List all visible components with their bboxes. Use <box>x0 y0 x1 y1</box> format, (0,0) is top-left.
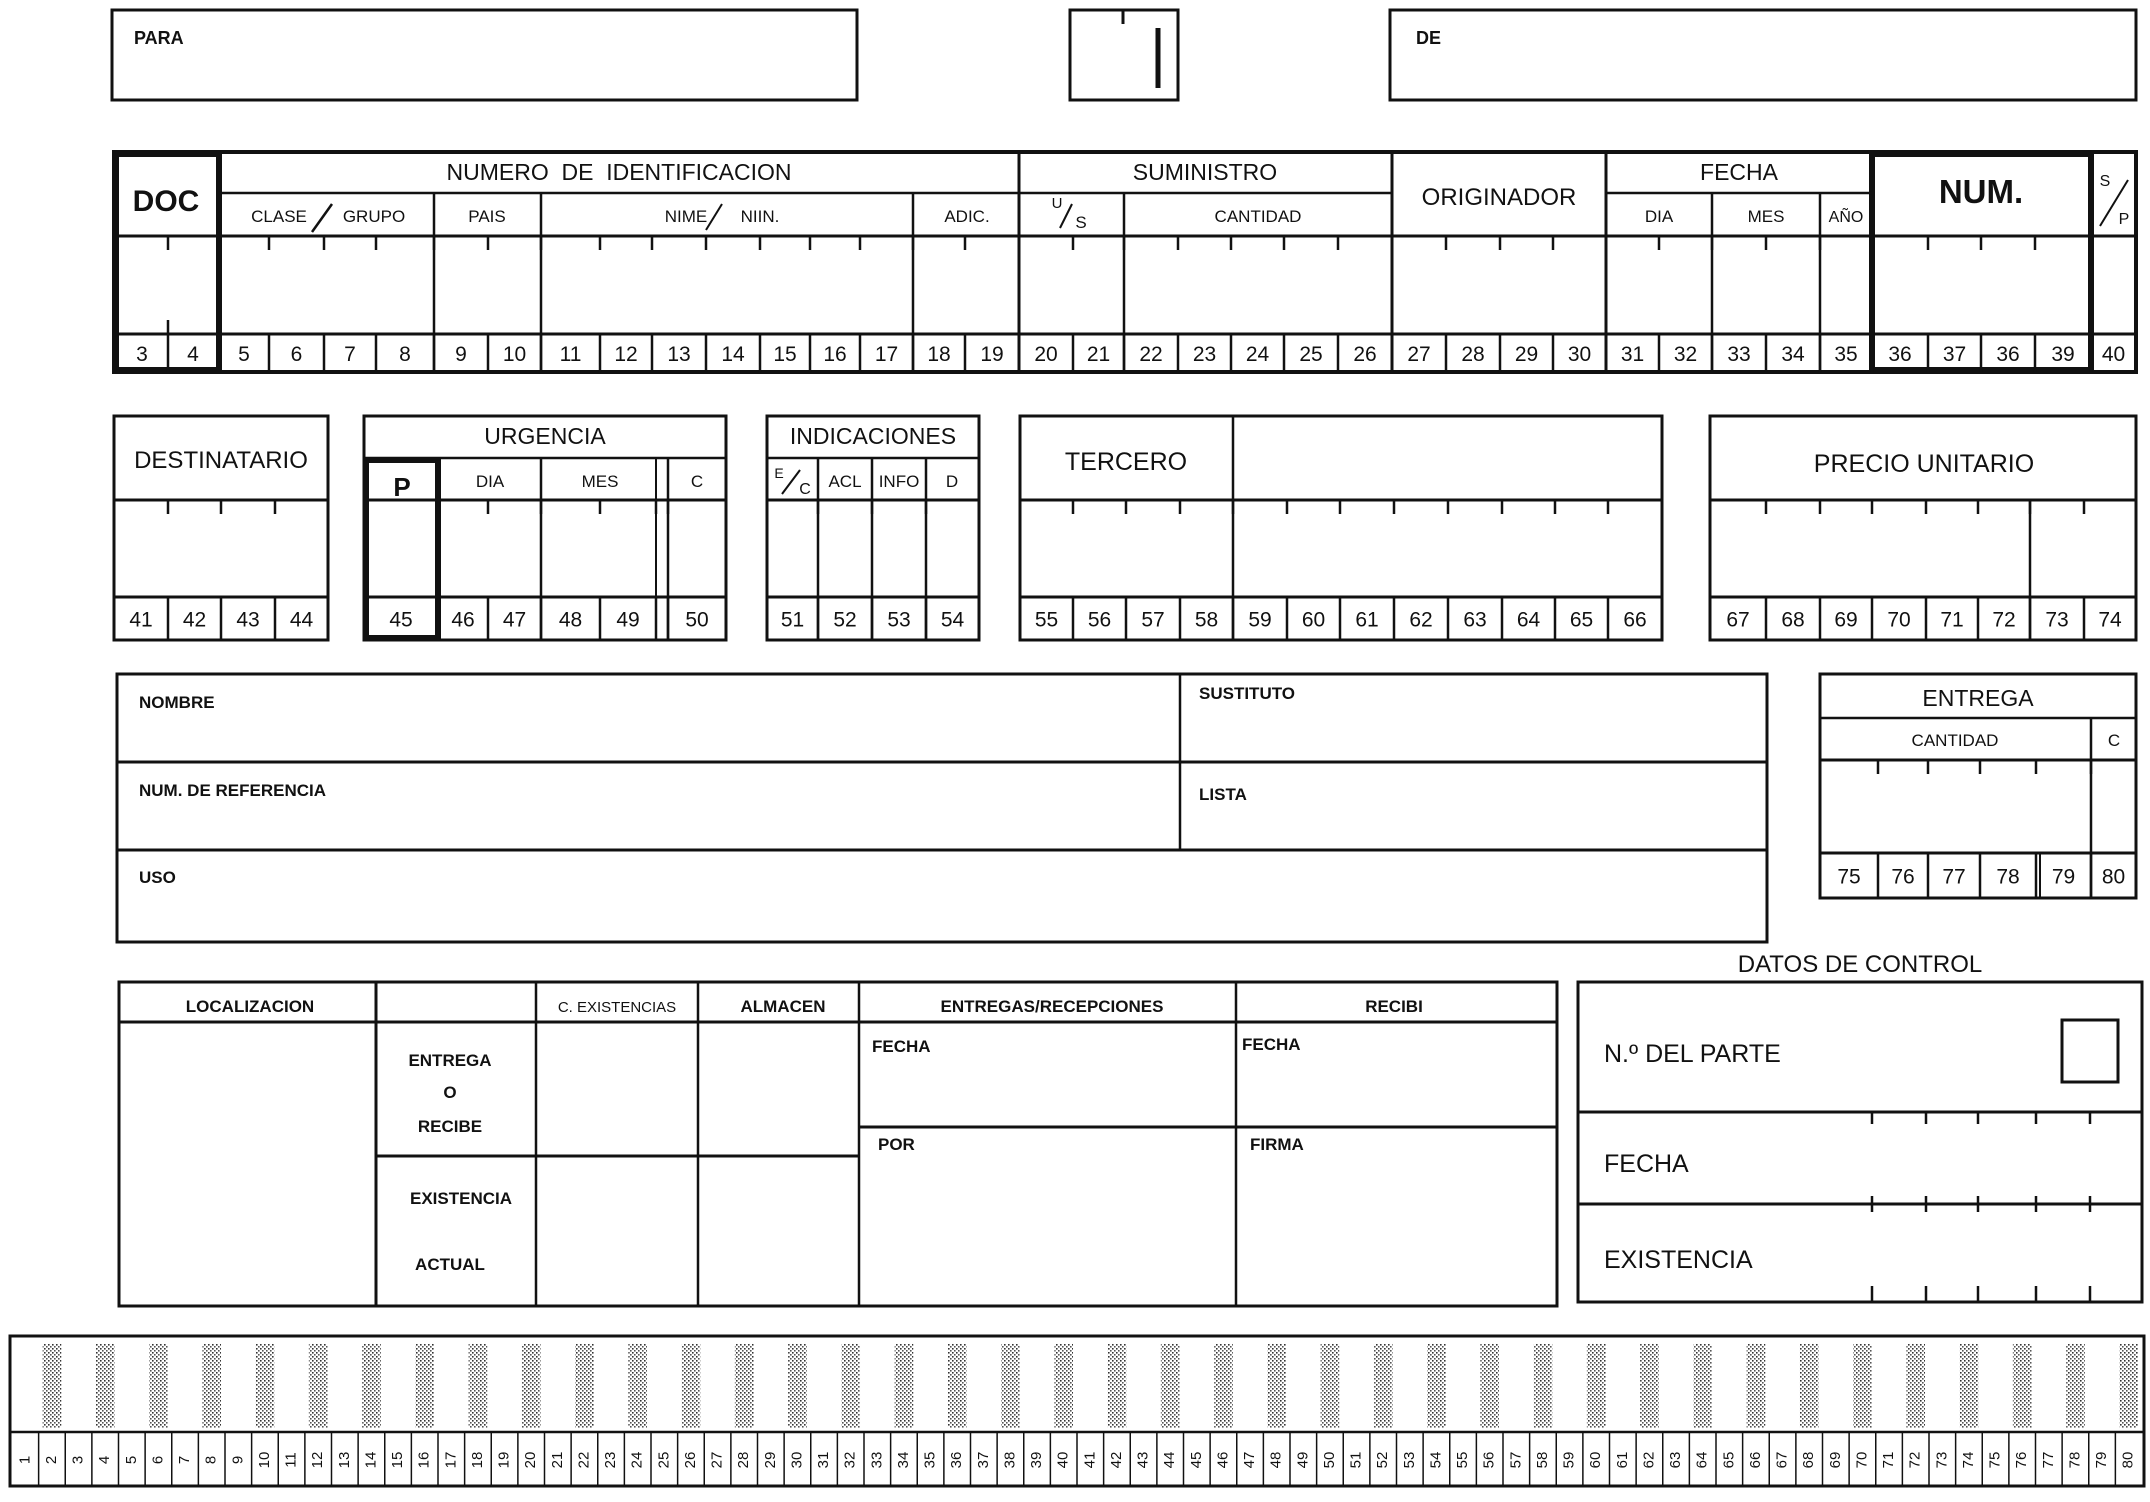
column-number: 5 <box>238 343 250 366</box>
para-label: PARA <box>134 28 184 48</box>
card-strip-columns <box>16 1344 2138 1486</box>
control-fecha-label: FECHA <box>1604 1150 1689 1178</box>
sp-p-label: P <box>2118 211 2130 228</box>
us-u-label: U <box>1051 195 1063 212</box>
column-number: 32 <box>1673 343 1698 366</box>
localizacion-label: LOCALIZACION <box>185 997 315 1016</box>
column-number: 54 <box>940 608 965 632</box>
entrega-o-recibe-recibe: RECIBE <box>417 1117 483 1136</box>
strip-column-number: 73 <box>1933 1451 1951 1469</box>
column-number: 31 <box>1620 343 1645 366</box>
column-number: 4 <box>187 343 199 366</box>
lista-field[interactable] <box>1183 765 1764 848</box>
strip-column-number: 52 <box>1374 1451 1392 1469</box>
niin-label: NIIN. <box>740 207 780 226</box>
firma-label: FIRMA <box>1250 1135 1304 1154</box>
column-number: 29 <box>1514 343 1539 366</box>
column-number: 73 <box>2045 608 2069 632</box>
column-number: 9 <box>455 343 467 366</box>
punch-band <box>1374 1344 1393 1428</box>
punch-band <box>628 1344 647 1428</box>
column-number: 63 <box>1463 608 1487 632</box>
sp-s-label: S <box>2099 173 2111 190</box>
entrega-o-recibe-o: O <box>443 1083 457 1102</box>
column-number: 58 <box>1194 608 1219 632</box>
punch-band <box>309 1344 328 1428</box>
indicaciones-info-label: INFO <box>878 472 920 491</box>
strip-column-number: 57 <box>1507 1451 1525 1469</box>
strip-column-number: 41 <box>1081 1451 1099 1469</box>
column-number: 49 <box>616 608 640 632</box>
originador-label: ORIGINADOR <box>1421 184 1577 211</box>
column-number: 35 <box>1834 343 1858 366</box>
row2-columns <box>129 500 2122 640</box>
column-number: 19 <box>980 343 1004 366</box>
punch-band <box>1321 1344 1340 1428</box>
strip-column-number: 5 <box>122 1455 140 1465</box>
column-number: 14 <box>721 343 745 366</box>
existencia-actual-actual: ACTUAL <box>415 1255 485 1274</box>
strip-column-number: 51 <box>1347 1451 1365 1469</box>
column-number: 46 <box>451 608 475 632</box>
column-number: 74 <box>2098 608 2122 632</box>
strip-column-number: 22 <box>575 1451 593 1469</box>
strip-column-number: 37 <box>974 1451 992 1469</box>
column-number: 36 <box>1888 343 1912 366</box>
column-number: 10 <box>502 343 527 366</box>
punch-band <box>1054 1344 1073 1428</box>
strip-column-number: 10 <box>255 1451 273 1469</box>
por-label: POR <box>878 1135 915 1154</box>
column-number: 21 <box>1086 343 1111 366</box>
column-number: 77 <box>1942 865 1966 889</box>
column-number: 47 <box>502 608 527 632</box>
localizacion-block <box>119 982 1557 1306</box>
cantidad-label: CANTIDAD <box>1214 207 1302 226</box>
de-label: DE <box>1416 28 1442 48</box>
strip-column-number: 16 <box>415 1451 433 1469</box>
column-number: 64 <box>1516 608 1541 632</box>
column-number: 24 <box>1245 343 1270 366</box>
strip-column-number: 20 <box>522 1451 540 1469</box>
column-number: 28 <box>1461 343 1485 366</box>
num-label: NUM. <box>1938 173 2024 210</box>
urgencia-mes-label: MES <box>581 472 619 491</box>
strip-column-number: 63 <box>1667 1451 1685 1469</box>
almacen-label: ALMACEN <box>740 997 826 1016</box>
tercero-label: TERCERO <box>1064 448 1188 476</box>
strip-column-number: 11 <box>282 1452 300 1468</box>
column-number: 36 <box>1996 343 2020 366</box>
n-parte-label: N.º DEL PARTE <box>1604 1040 1781 1068</box>
column-number: 6 <box>290 343 303 366</box>
strip-column-number: 53 <box>1400 1451 1418 1469</box>
punch-band <box>1480 1344 1499 1428</box>
strip-column-number: 34 <box>894 1451 912 1469</box>
punch-band <box>1267 1344 1286 1428</box>
punch-band <box>735 1344 754 1428</box>
strip-column-number: 19 <box>495 1451 513 1469</box>
strip-column-number: 28 <box>735 1451 753 1469</box>
pais-label: PAIS <box>468 207 506 226</box>
column-number: 13 <box>667 343 691 366</box>
punch-band <box>2119 1344 2138 1428</box>
punch-band <box>1214 1344 1233 1428</box>
recibi-label: RECIBI <box>1365 997 1423 1016</box>
strip-column-number: 18 <box>468 1451 486 1469</box>
strip-column-number: 47 <box>1241 1451 1259 1469</box>
strip-column-number: 32 <box>841 1451 859 1469</box>
strip-column-number: 59 <box>1560 1451 1578 1469</box>
dia-label: DIA <box>1644 207 1674 226</box>
punch-band <box>202 1344 221 1428</box>
strip-column-number: 74 <box>1959 1451 1977 1469</box>
column-number: 48 <box>558 608 583 632</box>
strip-column-number: 4 <box>96 1455 114 1465</box>
punch-band <box>362 1344 381 1428</box>
strip-column-number: 29 <box>761 1451 779 1469</box>
strip-column-number: 77 <box>2039 1451 2057 1469</box>
punch-band <box>522 1344 541 1428</box>
punch-band <box>415 1344 434 1428</box>
punch-band <box>1693 1344 1712 1428</box>
strip-column-number: 31 <box>815 1451 833 1469</box>
punch-band <box>2013 1344 2032 1428</box>
doc-label: DOC <box>132 185 200 218</box>
num-referencia-label: NUM. DE REFERENCIA <box>139 781 327 800</box>
strip-column-number: 44 <box>1161 1451 1179 1469</box>
punch-band <box>1161 1344 1180 1428</box>
strip-column-number: 56 <box>1480 1451 1498 1469</box>
strip-column-number: 25 <box>655 1451 673 1469</box>
punch-band <box>2066 1344 2085 1428</box>
punch-band <box>841 1344 860 1428</box>
indicaciones-label: INDICACIONES <box>789 423 957 449</box>
strip-column-number: 66 <box>1746 1451 1764 1469</box>
column-number: 53 <box>887 608 911 632</box>
strip-column-number: 46 <box>1214 1451 1232 1469</box>
sustituto-label: SUSTITUTO <box>1199 684 1296 703</box>
column-number: 62 <box>1409 608 1433 632</box>
column-number: 20 <box>1034 343 1058 366</box>
punch-band <box>1108 1344 1127 1428</box>
strip-column-number: 33 <box>868 1451 886 1469</box>
strip-column-number: 70 <box>1853 1451 1871 1469</box>
column-number: 30 <box>1567 343 1592 366</box>
column-number: 40 <box>2101 343 2126 366</box>
lista-label: LISTA <box>1199 785 1247 804</box>
punch-band <box>1587 1344 1606 1428</box>
strip-column-number: 14 <box>362 1451 380 1469</box>
control-tick-marks <box>1872 1112 2090 1302</box>
strip-column-number: 72 <box>1906 1451 1924 1469</box>
strip-column-number: 38 <box>1001 1451 1019 1469</box>
strip-column-number: 61 <box>1613 1451 1631 1469</box>
punch-band <box>149 1344 168 1428</box>
strip-column-number: 8 <box>202 1455 220 1465</box>
column-number: 25 <box>1299 343 1323 366</box>
column-number: 67 <box>1726 608 1750 632</box>
strip-column-number: 27 <box>708 1451 726 1469</box>
indicaciones-c-label: C <box>799 481 811 498</box>
entrega-c-label: C <box>2107 731 2121 750</box>
column-number: 45 <box>389 608 413 632</box>
column-number: 57 <box>1141 608 1165 632</box>
column-number: 59 <box>1248 608 1272 632</box>
column-number: 26 <box>1353 343 1377 366</box>
column-number: 79 <box>2051 865 2076 889</box>
grupo-label: GRUPO <box>342 207 406 226</box>
strip-column-number: 24 <box>628 1451 646 1469</box>
strip-column-number: 30 <box>788 1451 806 1469</box>
punch-band <box>1747 1344 1766 1428</box>
strip-column-number: 45 <box>1187 1451 1205 1469</box>
strip-column-number: 67 <box>1773 1451 1791 1469</box>
strip-column-number: 80 <box>2119 1451 2137 1469</box>
column-number: 16 <box>823 343 847 366</box>
strip-column-number: 79 <box>2093 1451 2111 1469</box>
column-number: 41 <box>129 608 153 632</box>
punch-band <box>1534 1344 1553 1428</box>
existencia-actual-existencia: EXISTENCIA <box>409 1189 513 1208</box>
suministro-label: SUMINISTRO <box>1132 159 1278 185</box>
identification-labels <box>133 159 2130 232</box>
punch-band <box>469 1344 488 1428</box>
punch-band <box>96 1344 115 1428</box>
punch-band <box>1853 1344 1872 1428</box>
fecha-label: FECHA <box>1700 159 1778 185</box>
strip-column-number: 15 <box>389 1451 407 1469</box>
column-number: 17 <box>874 343 899 366</box>
column-number: 66 <box>1623 608 1647 632</box>
entregas-fecha-label: FECHA <box>872 1037 931 1056</box>
punch-band <box>1960 1344 1979 1428</box>
indicaciones-e-label: E <box>774 465 784 481</box>
strip-column-number: 42 <box>1107 1451 1125 1469</box>
column-number: 42 <box>182 608 207 632</box>
entrega-label: ENTREGA <box>1922 685 2034 711</box>
destinatario-label: DESTINATARIO <box>134 447 308 474</box>
localizacion-labels <box>186 997 1423 1274</box>
column-number: 72 <box>1992 608 2016 632</box>
punch-band <box>788 1344 807 1428</box>
nombre-label: NOMBRE <box>139 693 215 712</box>
indicaciones-labels <box>774 423 958 498</box>
strip-column-number: 13 <box>335 1451 353 1469</box>
strip-column-number: 64 <box>1693 1451 1711 1469</box>
column-number: 18 <box>927 343 951 366</box>
entrega-o-recibe-entrega: ENTREGA <box>408 1051 492 1070</box>
precio-unitario-label: PRECIO UNITARIO <box>1813 450 2035 478</box>
punch-band <box>1427 1344 1446 1428</box>
strip-column-number: 17 <box>442 1451 460 1469</box>
column-number: 34 <box>1781 343 1805 366</box>
strip-column-number: 62 <box>1640 1451 1658 1469</box>
column-number: 15 <box>773 343 797 366</box>
column-number: 27 <box>1407 343 1431 366</box>
header <box>112 10 2136 100</box>
strip-column-number: 78 <box>2066 1451 2084 1469</box>
strip-column-number: 36 <box>948 1451 966 1469</box>
uso-field[interactable] <box>120 853 1764 939</box>
punch-band <box>43 1344 62 1428</box>
punch-band <box>682 1344 701 1428</box>
strip-column-number: 26 <box>681 1451 699 1469</box>
column-number: 68 <box>1781 608 1805 632</box>
recibi-fecha-label: FECHA <box>1242 1035 1301 1054</box>
strip-column-number: 55 <box>1454 1451 1472 1469</box>
strip-column-number: 50 <box>1320 1451 1338 1469</box>
strip-column-number: 2 <box>42 1455 60 1465</box>
punch-band <box>1906 1344 1925 1428</box>
column-number: 7 <box>344 343 356 366</box>
column-number: 56 <box>1087 608 1112 632</box>
de-field[interactable] <box>1390 10 2136 100</box>
column-number: 12 <box>614 343 638 366</box>
urgencia-dia-label: DIA <box>475 472 505 491</box>
punch-band <box>1640 1344 1659 1428</box>
column-number: 70 <box>1887 608 1911 632</box>
para-field[interactable] <box>112 10 857 100</box>
strip-column-number: 43 <box>1134 1451 1152 1469</box>
adic-label: ADIC. <box>944 207 990 226</box>
column-number: 11 <box>559 343 582 366</box>
column-number: 51 <box>780 608 805 632</box>
control-existencia-label: EXISTENCIA <box>1604 1246 1753 1274</box>
punch-band <box>895 1344 914 1428</box>
column-number: 71 <box>1940 608 1964 632</box>
strip-column-number: 48 <box>1267 1451 1285 1469</box>
column-number: 69 <box>1834 608 1858 632</box>
strip-column-number: 60 <box>1587 1451 1605 1469</box>
column-number: 39 <box>2051 343 2075 366</box>
strip-column-number: 76 <box>2013 1451 2031 1469</box>
urgencia-p-label: P <box>393 472 411 502</box>
column-number: 65 <box>1569 608 1594 632</box>
mes-label: MES <box>1747 207 1785 226</box>
uso-label: USO <box>139 868 176 887</box>
strip-column-number: 65 <box>1720 1451 1738 1469</box>
entrega-columns <box>1837 760 2125 898</box>
strip-column-number: 7 <box>176 1455 194 1465</box>
urgencia-label: URGENCIA <box>484 423 606 449</box>
punch-band <box>256 1344 275 1428</box>
strip-column-number: 35 <box>921 1451 939 1469</box>
column-number: 78 <box>1996 865 2020 889</box>
num-referencia-field[interactable] <box>120 765 1178 848</box>
strip-column-number: 1 <box>16 1455 34 1465</box>
column-number: 60 <box>1301 608 1326 632</box>
strip-column-number: 54 <box>1427 1451 1445 1469</box>
entrega-cantidad-label: CANTIDAD <box>1911 731 1999 750</box>
punch-band <box>1800 1344 1819 1428</box>
column-number: 76 <box>1891 865 1915 889</box>
column-number: 43 <box>236 608 260 632</box>
column-number: 37 <box>1942 343 1967 366</box>
strip-column-number: 23 <box>602 1451 620 1469</box>
n-parte-checkbox[interactable] <box>2062 1020 2118 1082</box>
column-number: 55 <box>1034 608 1059 632</box>
column-number: 3 <box>136 343 148 366</box>
strip-column-number: 9 <box>229 1455 247 1465</box>
punch-band <box>575 1344 594 1428</box>
punch-band <box>1001 1344 1020 1428</box>
strip-column-number: 71 <box>1880 1451 1898 1469</box>
strip-column-number: 49 <box>1294 1451 1312 1469</box>
column-number: 44 <box>289 608 314 632</box>
us-s-label: S <box>1075 213 1087 232</box>
column-number: 52 <box>833 608 857 632</box>
clase-label: CLASE <box>251 207 307 226</box>
strip-column-number: 21 <box>548 1451 566 1469</box>
strip-column-number: 3 <box>69 1455 87 1465</box>
column-number: 61 <box>1355 608 1379 632</box>
ano-label: AÑO <box>1828 209 1864 226</box>
c-existencias-label: C. EXISTENCIAS <box>557 999 677 1016</box>
strip-column-number: 6 <box>149 1455 167 1465</box>
strip-column-number: 58 <box>1533 1451 1551 1469</box>
indicaciones-acl-label: ACL <box>828 472 862 491</box>
numero-identificacion-label: NUMERO DE IDENTIFICACION <box>446 159 792 185</box>
column-number: 8 <box>399 343 411 366</box>
column-number: 33 <box>1727 343 1751 366</box>
strip-column-number: 68 <box>1800 1451 1818 1469</box>
indicaciones-d-label: D <box>945 472 959 491</box>
column-number: 50 <box>685 608 709 632</box>
strip-column-number: 75 <box>1986 1451 2004 1469</box>
urgencia-c-label: C <box>690 472 704 491</box>
punch-band <box>948 1344 967 1428</box>
datos-control-title: DATOS DE CONTROL <box>1737 951 1983 978</box>
nime-label: NIME <box>664 207 708 226</box>
nombre-field[interactable] <box>120 677 1178 760</box>
column-number: 75 <box>1837 865 1861 889</box>
column-number: 23 <box>1192 343 1217 366</box>
entregas-recepciones-label: ENTREGAS/RECEPCIONES <box>940 997 1164 1016</box>
strip-column-number: 12 <box>309 1451 327 1469</box>
strip-column-number: 39 <box>1028 1451 1046 1469</box>
column-number: 80 <box>2101 865 2126 889</box>
strip-column-number: 69 <box>1826 1451 1844 1469</box>
strip-column-number: 40 <box>1054 1451 1072 1469</box>
column-number: 22 <box>1139 343 1163 366</box>
urgencia-block <box>364 416 726 640</box>
